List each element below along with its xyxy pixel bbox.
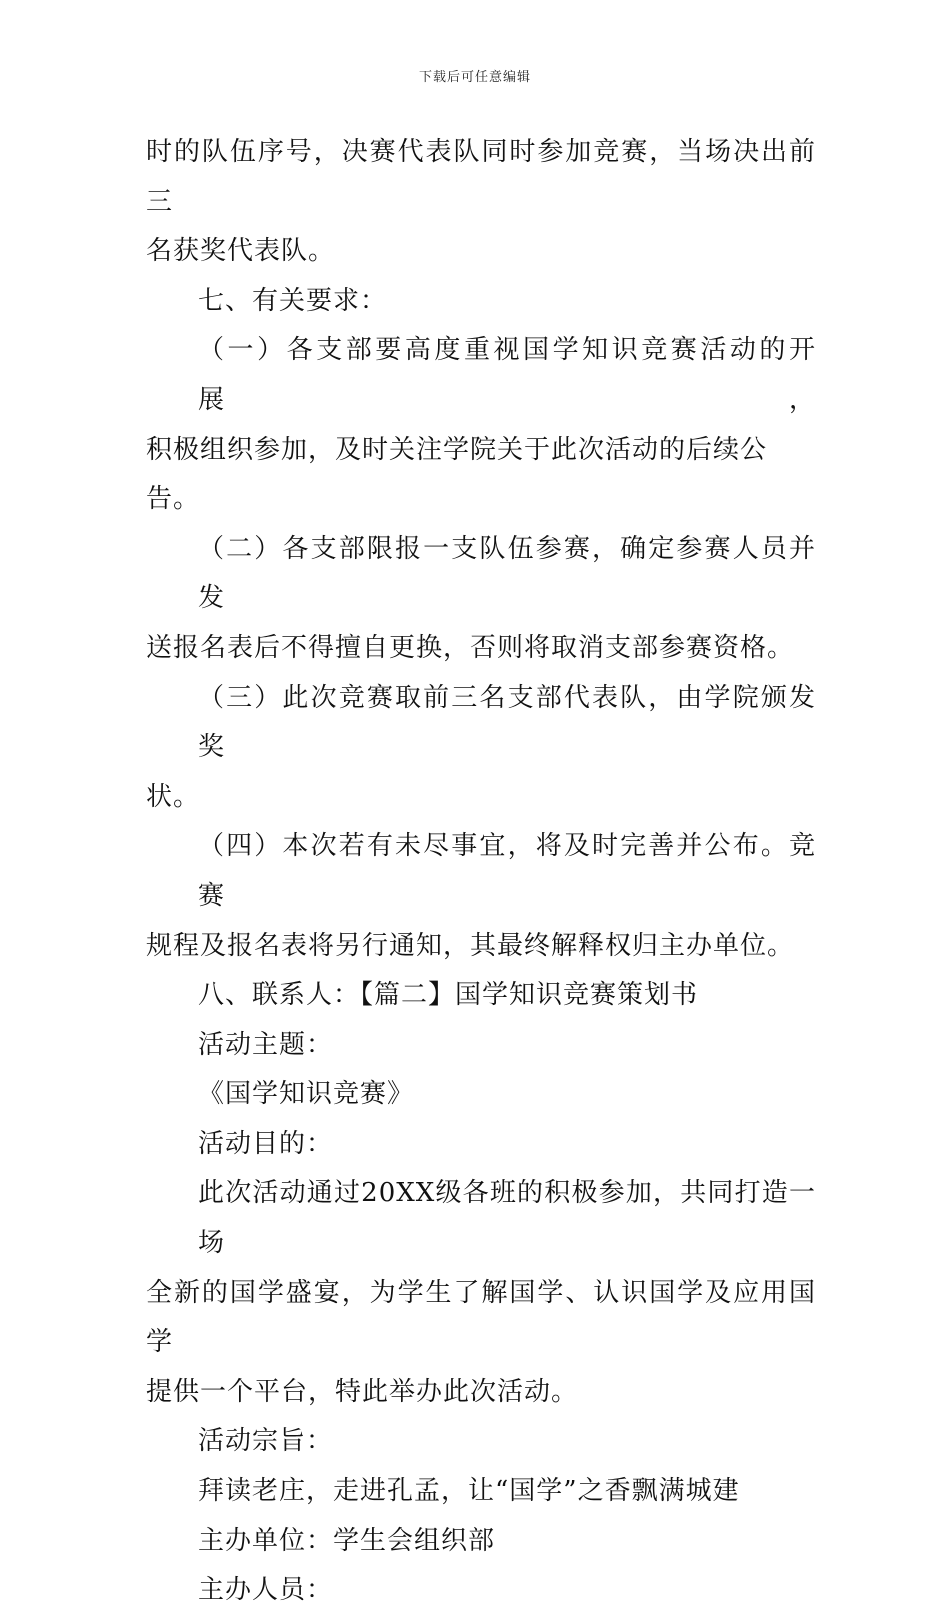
paragraph: [146, 525, 816, 674]
paragraph-line: 此次活动通过20XX级各班的积极参加，共同打造一场: [198, 1178, 816, 1259]
paragraph-line: 全新的国学盛宴，为学生了解国学、认识国学及应用国学: [146, 1277, 816, 1358]
paragraph-line: 活动宗旨：: [198, 1426, 334, 1457]
field-value: [146, 1467, 816, 1517]
paragraph-line: （三）此次竞赛取前三名支部代表队，由学院颁发奖: [198, 682, 816, 763]
paragraph: [146, 674, 816, 823]
paragraph: [146, 822, 816, 971]
paragraph-line: 主办人员：: [198, 1575, 334, 1606]
paragraph-line: 时的队伍序号，决赛代表队同时参加竞赛，当场决出前三: [146, 137, 816, 217]
paragraph-line: 提供一个平台，特此举办此次活动。: [146, 1376, 579, 1407]
paragraph-line: （二）各支部限报一支队伍参赛，确定参赛人员并发: [198, 533, 816, 614]
paragraph: [146, 128, 816, 277]
paragraph-line: 七、有关要求：: [198, 285, 388, 316]
paragraph-line: 积极组织参加，及时关注学院关于此次活动的后续公告。: [146, 434, 768, 515]
paragraph-line: （四）本次若有未尽事宜，将及时完善并公布。竞赛: [198, 831, 816, 911]
paragraph-line: 《国学知识竞赛》: [198, 1079, 415, 1110]
field-label: [146, 1120, 816, 1170]
field-line: [146, 1517, 816, 1567]
paragraph-line: 活动主题：: [198, 1029, 334, 1060]
paragraph-line: 状。: [146, 781, 201, 812]
paragraph-line: 规程及报名表将另行通知，其最终解释权归主办单位。: [146, 930, 795, 961]
paragraph-line: 名获奖代表队。: [146, 236, 336, 267]
paragraph-line: 拜读老庄，走进孔孟，让“国学”之香飘满城建: [198, 1476, 740, 1507]
page-header-note: 下载后可任意编辑: [418, 70, 531, 85]
paragraph: [146, 1169, 816, 1417]
paragraph-line: （一）各支部要高度重视国学知识竞赛活动的开展，: [198, 335, 816, 415]
field-value: [146, 1070, 816, 1120]
paragraph-line: 主办单位：学生会组织部: [198, 1525, 496, 1556]
document-body: [146, 128, 816, 1616]
paragraph-line: 送报名表后不得擅自更换，否则将取消支部参赛资格。: [146, 632, 795, 663]
field-line: [146, 1566, 816, 1616]
field-label: [146, 1417, 816, 1467]
field-label: [146, 1021, 816, 1071]
paragraph: [146, 326, 816, 524]
section-heading: [146, 277, 816, 327]
paragraph-line: 八、联系人：【篇二】国学知识竞赛策划书: [198, 980, 699, 1011]
paragraph-line: 活动目的：: [198, 1128, 334, 1159]
section-heading: [146, 971, 816, 1021]
